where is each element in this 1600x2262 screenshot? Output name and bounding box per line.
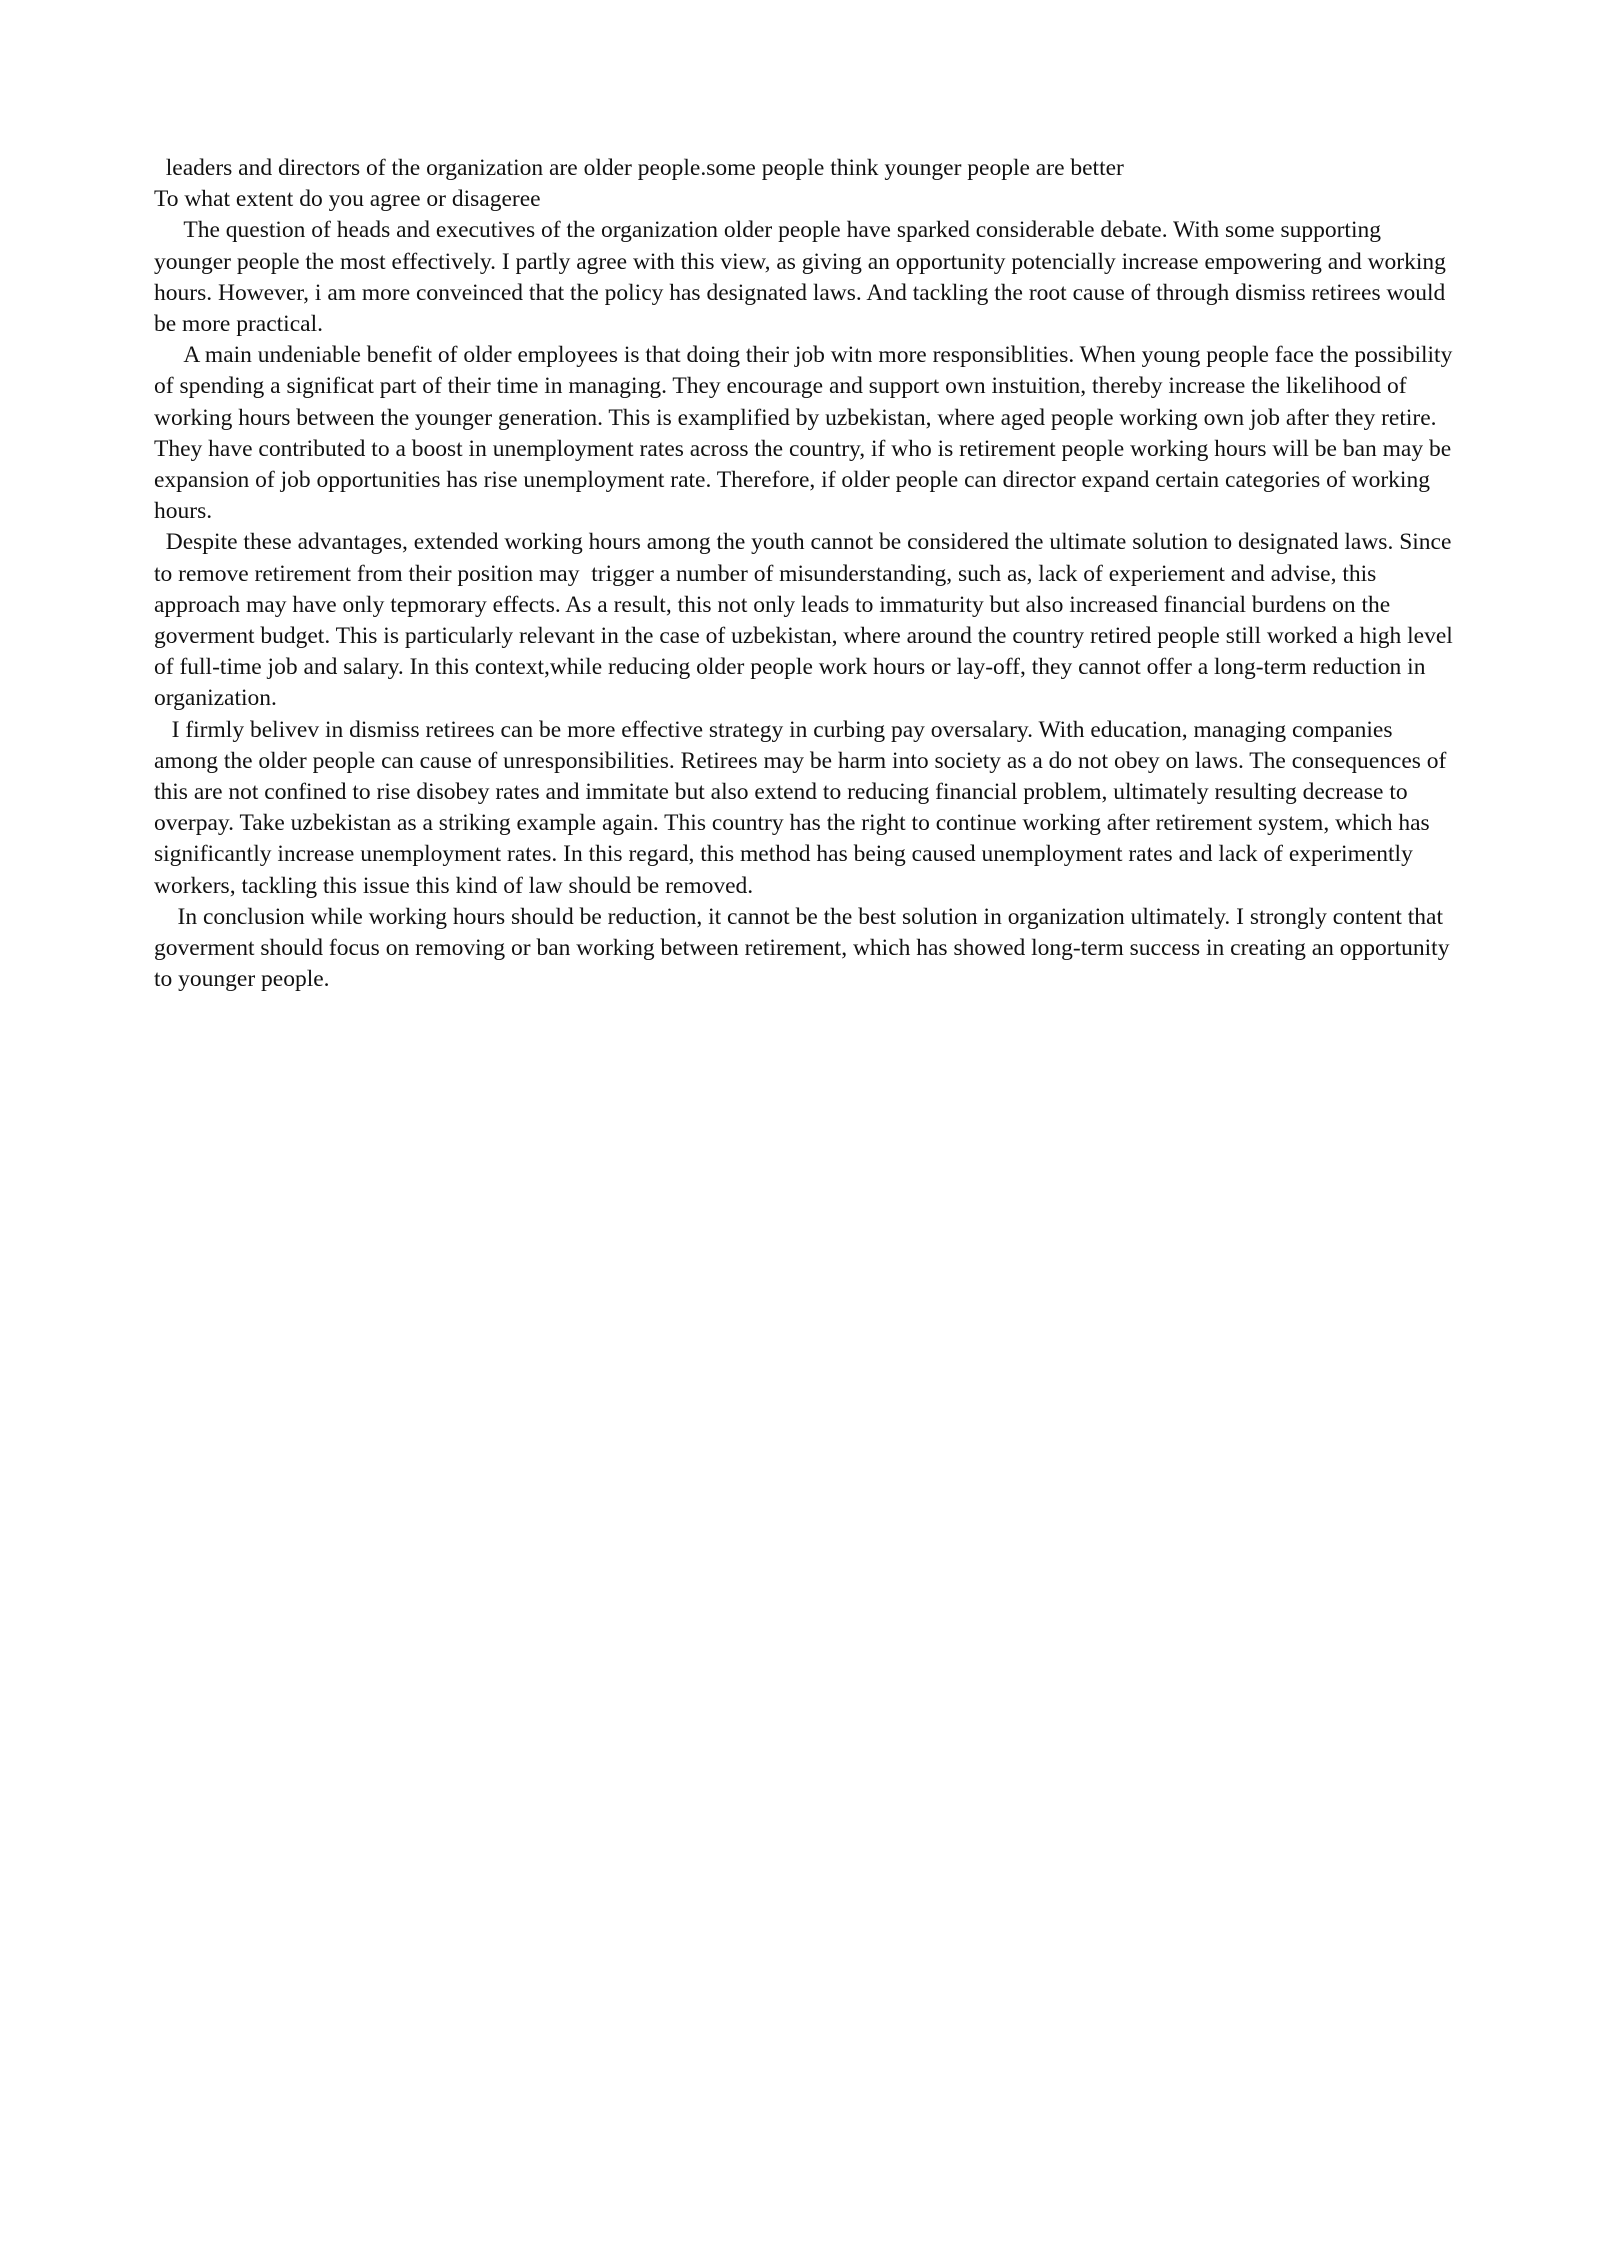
essay-prompt-line-2: To what extent do you agree or disageree xyxy=(154,186,541,213)
essay-paragraph-body-3: I firmly belivev in dismiss retirees can be more effective strategy in curbing pay oversalary. With education, managing companies among the older people can cause of unresponsibilities. Retirees may be harm into society as a do not obey on laws. The consequences of this are not confined to rise disobey rates and immitate but also extend to reducing financial problem, ultimately resulting decrease to overpay. Take uzbekistan as a striking example again. This country has the right to continue working after retirement system, which has significantly increase unemployment rates. In this regard, this method has being caused unemployment rates and lack of experimently workers, tackling this issue this kind of law should be removed. xyxy=(154,716,1453,899)
document-page xyxy=(154,153,1459,995)
essay-paragraph-body-1: A main undeniable benefit of older employees is that doing their job witn more responsiblities. When young people face the possibility of spending a significat part of their time in managing. They encourage and support own instuition, thereby increase the likelihood of working hours between the younger generation. This is examplified by uzbekistan, where aged people working own job after they retire. They have contributed to a boost in unemployment rates across the country, if who is retirement people working hours will be ban may be expansion of job opportunities has rise unemployment rate. Therefore, if older people can director expand certain categories of working hours. xyxy=(154,342,1459,525)
essay-paragraph-body-2: Despite these advantages, extended working hours among the youth cannot be considered the ultimate solution to designated laws. Since to remove retirement from their position may trigger a number of misunderstanding, such as, lack of experiement and advise, this approach may have only tepmorary effects. As a result, this not only leads to immaturity but also increased financial burdens on the goverment budget. This is particularly relevant in the case of uzbekistan, where around the country retired people still worked a high level of full-time job and salary. In this context,while reducing older people work hours or lay-off, they cannot offer a long-term reduction in organization. xyxy=(154,529,1459,712)
essay-paragraph-conclusion: In conclusion while working hours should be reduction, it cannot be the best solution in organization ultimately. I strongly content that goverment should focus on removing or ban working between retirement, which has showed long-term success in creating an opportunity to younger people. xyxy=(154,903,1456,993)
essay-paragraph-introduction: The question of heads and executives of the organization older people have sparked considerable debate. With some supporting younger people the most effectively. I partly agree with this view, as giving an opportunity potencially increase empowering and working hours. However, i am more conveinced that the policy has designated laws. And tackling the root cause of through dismiss retirees would be more practical. xyxy=(154,217,1452,338)
essay-prompt-line-1: leaders and directors of the organization are older people.some people think younger people are better xyxy=(154,155,1124,181)
